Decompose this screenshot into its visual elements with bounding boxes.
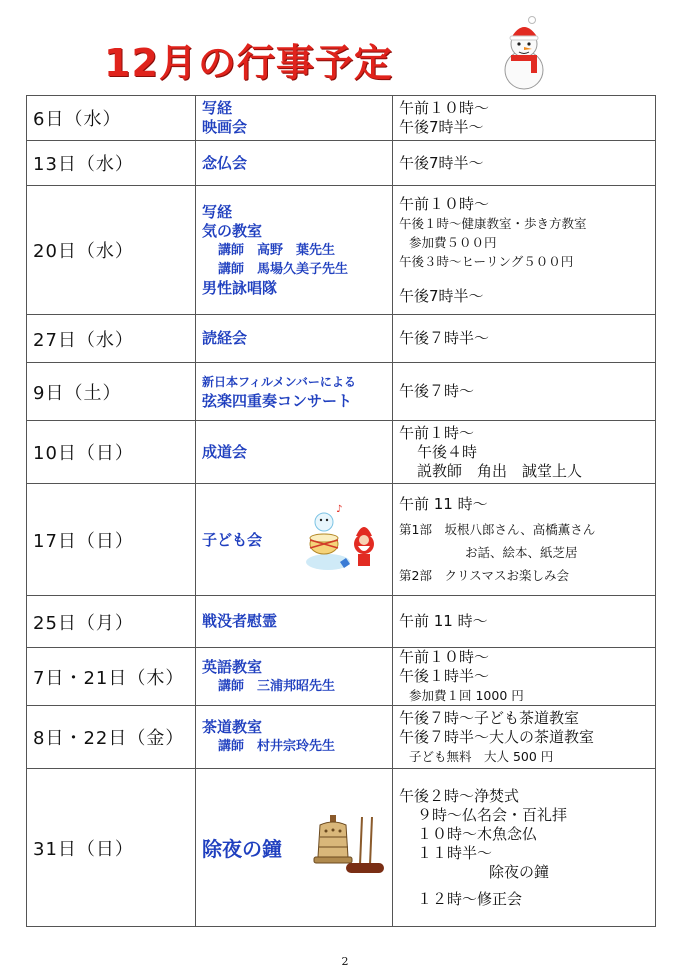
event-label: 映画会 bbox=[202, 118, 248, 136]
event-label: 子ども会 bbox=[202, 531, 263, 549]
time-line: 午後７時～子ども茶道教室 bbox=[399, 708, 580, 727]
lecturer-label: 講師 馬場久美子先生 bbox=[218, 261, 349, 277]
page-number: 2 bbox=[341, 955, 349, 968]
event-cell bbox=[196, 484, 393, 596]
time-line: 午前１０時～ bbox=[399, 194, 490, 213]
time-cell bbox=[393, 141, 656, 186]
event-cell bbox=[196, 96, 393, 141]
date-cell: 7日・21日（木） bbox=[27, 648, 196, 706]
event-label: 茶道教室 bbox=[202, 718, 263, 736]
table-row bbox=[27, 596, 656, 648]
time-line: １１時半～ bbox=[417, 843, 493, 862]
time-cell bbox=[393, 186, 656, 315]
event-label: 成道会 bbox=[202, 442, 248, 461]
date-cell: 17日（日） bbox=[27, 484, 196, 596]
time-line: 午後7時半～ bbox=[399, 118, 484, 136]
time-cell bbox=[393, 648, 656, 706]
time-cell bbox=[393, 706, 656, 769]
event-label: 英語教室 bbox=[202, 657, 263, 676]
time-line: 午後３時～ヒーリング５００円 bbox=[399, 253, 574, 269]
table-row bbox=[27, 186, 656, 315]
schedule-table bbox=[26, 95, 656, 927]
table-row bbox=[27, 363, 656, 421]
time-cell bbox=[393, 96, 656, 141]
date-cell: 31日（日） bbox=[27, 769, 196, 927]
time-cell bbox=[393, 484, 656, 596]
time-line: 子ども無料 大人 500 円 bbox=[409, 748, 554, 764]
event-label: 念仏会 bbox=[202, 153, 248, 172]
date-cell: 6日（水） bbox=[27, 96, 196, 141]
table-row bbox=[27, 769, 656, 927]
event-label: 写経 bbox=[202, 202, 233, 221]
table-row bbox=[27, 141, 656, 186]
time-line: 午前１０時～ bbox=[399, 99, 490, 117]
time-line: 第2部 クリスマスお楽しみ会 bbox=[399, 567, 569, 583]
temple-bell-illustration bbox=[300, 813, 386, 883]
lecturer-label: 講師 高野 葉先生 bbox=[218, 242, 336, 258]
table-row bbox=[27, 421, 656, 484]
time-line: 午後7時半～ bbox=[399, 153, 484, 172]
time-line: 参加費５００円 bbox=[409, 234, 497, 250]
event-cell bbox=[196, 421, 393, 484]
event-cell bbox=[196, 315, 393, 363]
time-line: ９時～仏名会・百礼拝 bbox=[417, 805, 568, 824]
event-label: 男性詠唱隊 bbox=[202, 278, 278, 297]
event-label: 弦楽四重奏コンサート bbox=[202, 391, 353, 410]
date-cell: 10日（日） bbox=[27, 421, 196, 484]
time-line: 参加費１回 1000 円 bbox=[409, 688, 524, 703]
santa-illustration bbox=[300, 500, 386, 580]
time-line: 午前１時～ bbox=[399, 423, 475, 442]
time-cell bbox=[393, 596, 656, 648]
date-cell: 27日（水） bbox=[27, 315, 196, 363]
time-line: 午後７時～ bbox=[399, 382, 475, 400]
table-row bbox=[27, 96, 656, 141]
date-cell: 25日（月） bbox=[27, 596, 196, 648]
event-label: 写経 bbox=[202, 99, 233, 117]
event-label: 読経会 bbox=[202, 329, 248, 347]
time-line: １２時～修正会 bbox=[417, 889, 523, 908]
time-cell bbox=[393, 315, 656, 363]
event-cell bbox=[196, 769, 393, 927]
time-line: 午後７時半～ bbox=[399, 329, 490, 347]
event-cell bbox=[196, 596, 393, 648]
spacer bbox=[399, 271, 649, 287]
time-line: 第1部 坂根八郎さん、高橋薫さん bbox=[399, 521, 596, 537]
time-cell bbox=[393, 769, 656, 927]
table-row bbox=[27, 648, 656, 706]
event-label: 戦没者慰霊 bbox=[202, 612, 278, 630]
svg-text:♪: ♪ bbox=[336, 503, 343, 515]
time-line: １０時～木魚念仏 bbox=[417, 824, 538, 843]
event-cell bbox=[196, 706, 393, 769]
time-line: 午後１時半～ bbox=[399, 667, 490, 685]
time-line: 除夜の鐘 bbox=[489, 862, 550, 881]
time-cell bbox=[393, 421, 656, 484]
event-cell bbox=[196, 141, 393, 186]
time-line: 午前１０時～ bbox=[399, 648, 490, 666]
time-line: 午後１時～健康教室・歩き方教室 bbox=[399, 215, 587, 231]
time-line: 午後４時 bbox=[417, 442, 478, 461]
event-label: 除夜の鐘 bbox=[202, 837, 282, 861]
time-line: 午後２時～浄焚式 bbox=[399, 786, 520, 805]
event-cell bbox=[196, 186, 393, 315]
event-cell bbox=[196, 648, 393, 706]
time-line: 午後7時半～ bbox=[399, 286, 484, 305]
lecturer-label: 講師 村井宗玲先生 bbox=[218, 739, 336, 754]
time-line: 説教師 角出 誠堂上人 bbox=[417, 461, 583, 480]
time-line: お話、絵本、紙芝居 bbox=[465, 544, 578, 560]
date-cell: 13日（水） bbox=[27, 141, 196, 186]
time-line: 午前 11 時～ bbox=[399, 494, 488, 513]
snowman-illustration bbox=[498, 14, 550, 92]
page-title: 12月の行事予定 bbox=[104, 41, 393, 85]
event-label: 新日本フィルメンバーによる bbox=[202, 374, 356, 389]
table-row bbox=[27, 706, 656, 769]
time-line: 午後７時半～大人の茶道教室 bbox=[399, 727, 595, 746]
table-row bbox=[27, 315, 656, 363]
time-cell bbox=[393, 363, 656, 421]
lecturer-label: 講師 三浦邦昭先生 bbox=[218, 678, 336, 694]
date-cell: 20日（水） bbox=[27, 186, 196, 315]
event-label: 気の教室 bbox=[202, 221, 263, 240]
table-row bbox=[27, 484, 656, 596]
event-cell bbox=[196, 363, 393, 421]
time-line: 午前 11 時～ bbox=[399, 612, 488, 630]
date-cell: 8日・22日（金） bbox=[27, 706, 196, 769]
date-cell: 9日（土） bbox=[27, 363, 196, 421]
spacer bbox=[399, 882, 649, 890]
